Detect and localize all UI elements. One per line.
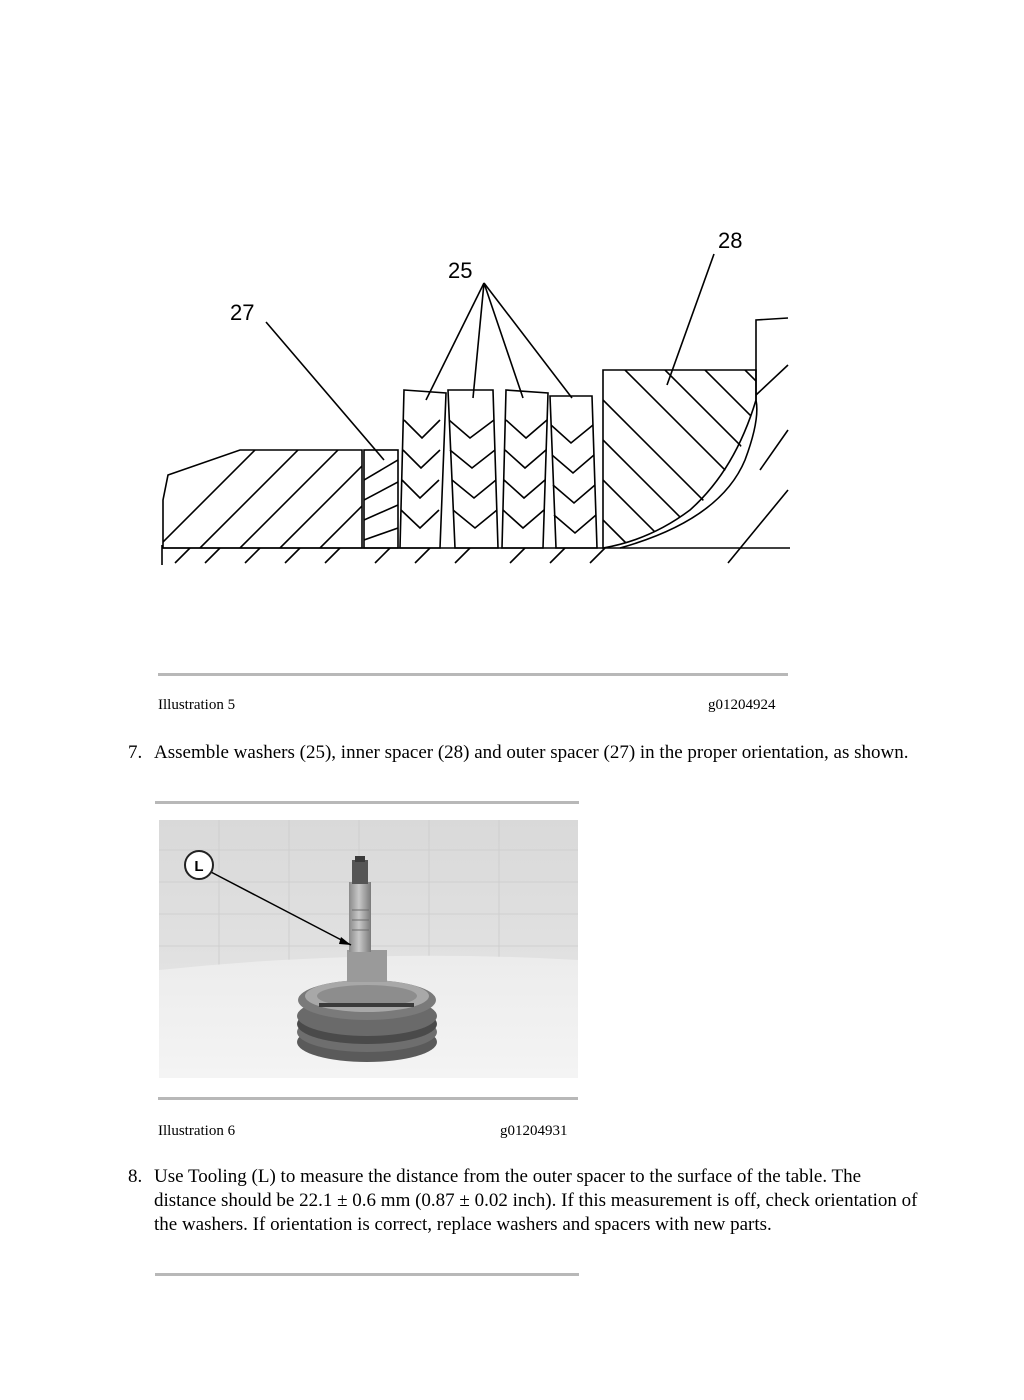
step-text: Assemble washers (25), inner spacer (28) and outer spacer (27) in the proper orientation, as shown. xyxy=(154,742,909,763)
illustration-5-label: Illustration 5 xyxy=(158,697,236,713)
callout-28: 28 xyxy=(718,228,743,253)
right-housing-outline xyxy=(756,318,788,400)
caption-rule-top xyxy=(158,673,788,676)
left-housing-block xyxy=(163,450,362,548)
gauge-barrel xyxy=(349,882,371,952)
step-text: Use Tooling (L) to measure the distance from the outer spacer to the surface of the table. The distance should be 22.1 ± 0.6 mm (0.87 ± 0.02 inch). If this measurement is off, check orientation of the washers. If orientation is correct, replace washers and spacers with new parts. xyxy=(154,1166,918,1235)
illustration-6-label: Illustration 6 xyxy=(158,1123,236,1139)
illustration-6-id: g01204931 xyxy=(500,1123,568,1139)
washer-stack-25 xyxy=(400,390,597,548)
base-hatch-marks xyxy=(175,490,788,563)
leader-28 xyxy=(667,254,714,385)
divider xyxy=(155,1273,579,1276)
gauge-base xyxy=(347,950,387,982)
callout-27: 27 xyxy=(230,300,255,325)
illustration-6-photo xyxy=(159,820,578,1078)
washer-2 xyxy=(448,390,498,548)
caption-rule-top xyxy=(158,1097,578,1100)
inner-spacer-28 xyxy=(603,370,756,548)
step-number: 8. xyxy=(128,1166,143,1187)
leader-27 xyxy=(266,322,384,460)
callout-25: 25 xyxy=(448,258,473,283)
callout-L: L xyxy=(194,858,204,875)
leader-25a xyxy=(426,283,484,400)
divider xyxy=(155,801,579,804)
illustration-5-drawing xyxy=(0,0,1024,670)
illustration-5-id: g01204924 xyxy=(708,697,776,713)
step-number: 7. xyxy=(128,742,143,763)
